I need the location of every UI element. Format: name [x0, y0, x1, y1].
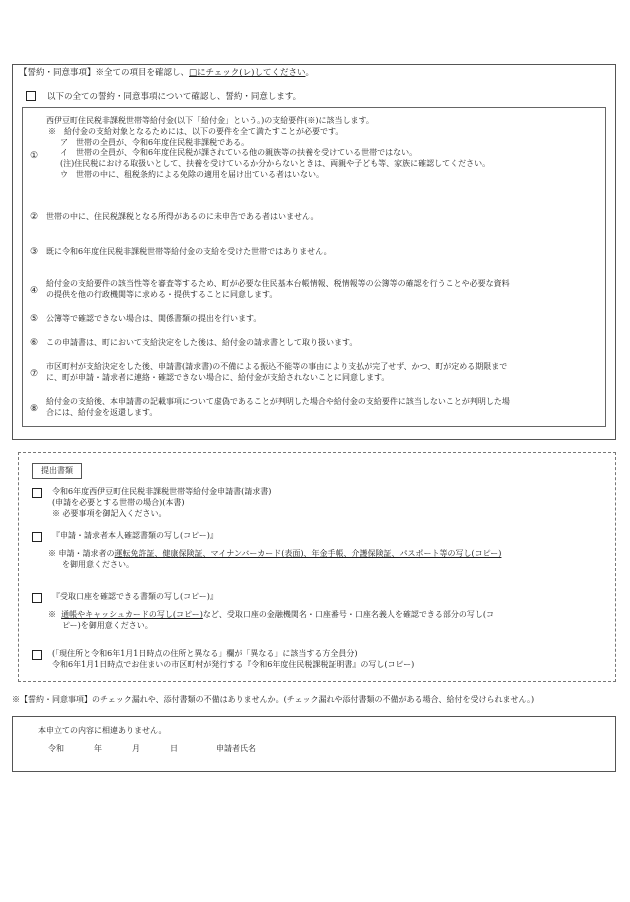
- consent-item-8: 給付金の支給後、本申請書の記載事項について虚偽であることが判明した場合や給付金の支給要件に該当しないことが判明した場 合には、給付金を返還します。: [46, 397, 510, 417]
- doc2-title: 『申請・請求者本人確認書類の写し(コピー)』: [52, 531, 218, 540]
- doc2-checkbox[interactable]: [32, 532, 42, 546]
- consent-instruction-underlined: □にチェック(レ)してください: [189, 68, 306, 78]
- item-number: ⑧: [30, 404, 39, 414]
- item-number: ⑦: [30, 369, 39, 379]
- item-number: ④: [30, 286, 39, 296]
- consent-title: 【誓約・同意事項】: [19, 68, 96, 78]
- doc3-note: ※ 通帳やキャッシュカードの写し(コピー)など、受取口座の金融機関名・口座番号・口座名義人を確認できる部分の写し(コ ピー)を御用意ください。: [48, 610, 494, 630]
- declaration-section: [12, 716, 616, 772]
- consent-item-5: 公簿等で確認できない場合は、関係書類の提出を行います。: [46, 314, 262, 323]
- consent-all-label: 以下の全ての誓約・同意事項について確認し、誓約・同意します。: [47, 92, 302, 102]
- date-year: 年: [94, 744, 102, 753]
- consent-instruction: ※全ての項目を確認し、: [95, 68, 190, 78]
- doc4-checkbox[interactable]: [32, 650, 42, 664]
- item-number: ②: [30, 212, 39, 222]
- date-day: 日: [170, 744, 178, 753]
- doc2-note: ※ 申請・請求者の運転免許証、健康保険証、マイナンバーカード(表面)、年金手帳、介護保険証、パスポート等の写し(コピー) を御用意ください。: [48, 549, 502, 569]
- date-month: 月: [132, 744, 140, 753]
- item-number: ③: [30, 247, 39, 257]
- declaration-text: 本申立ての内容に相違ありません。: [38, 726, 167, 735]
- doc1-text: 令和6年度西伊豆町住民税非課税世帯等給付金申請書(請求書) (申請を必要とする世帯の場合)(本書) ※ 必要事項を御記入ください。: [52, 487, 272, 518]
- item-number: ⑥: [30, 338, 39, 348]
- item-number: ⑤: [30, 314, 39, 324]
- consent-item-3: 既に令和6年度住民税非課税世帯等給付金の支給を受けた世帯ではありません。: [46, 247, 332, 256]
- date-era: 令和: [48, 744, 64, 753]
- doc1-checkbox[interactable]: [32, 488, 42, 502]
- consent-item-4: 給付金の支給要件の該当性等を審査等するため、町が必要な住民基本台帳情報、税情報等の公簿等の確認を行うことや必要な資料 の提供を他の行政機関等に求める・提供することに同意します。: [46, 279, 510, 299]
- consent-item-2: 世帯の中に、住民税課税となる所得があるのに未申告である者はいません。: [46, 212, 319, 221]
- consent-header: 【誓約・同意事項】※全ての項目を確認し、□にチェック(レ)してください。: [19, 68, 314, 78]
- doc4-text: (「現住所と令和6年1月1日時点の住所と異なる」欄が「異なる」に該当する方全員分) 令和6年1月1日時点でお住まいの市区町村が発行する『令和6年度住民税課税証明書』の写し(コピー): [52, 649, 415, 669]
- consent-all-checkbox[interactable]: [26, 91, 36, 105]
- applicant-name-label: 申請者氏名: [216, 744, 256, 753]
- consent-item-6: この申請書は、町において支給決定をした後は、給付金の請求書として取り扱います。: [46, 338, 358, 347]
- doc3-checkbox[interactable]: [32, 593, 42, 607]
- consent-item-1: 西伊豆町住民税非課税世帯等給付金(以下「給付金」という。)の支給要件(※)に該当します。 ※ 給付金の支給対象となるためには、以下の要件を全て満たすことが必要です。 ア 世帯の全員が、令和6年度住民税非課税である。 イ 世帯の全員が、令和6年度住民税が課されている他の親族等の扶養を受けている世帯ではない。 (注)住民税における取扱いとして、扶養を受けているか分からないときは、両親や子ども等、家族に確認してください。 ウ 世帯の中に、租税条約による免除の適用を届け出ている者はいない。: [46, 116, 491, 179]
- doc3-title: 『受取口座を確認できる書類の写し(コピー)』: [52, 592, 218, 601]
- documents-label: 提出書類: [32, 463, 82, 479]
- item-number: ①: [30, 151, 39, 161]
- consent-item-7: 市区町村が支給決定をした後、申請書(請求書)の不備による振込不能等の事由により支払が完了せず、かつ、町が定める期限まで に、町が申請・請求者に連絡・確認できない場合に、給付金が支給されないことに同意します。: [46, 362, 508, 382]
- footer-note: ※【誓約・同意事項】のチェック漏れや、添付書類の不備はありませんか。(チェック漏れや添付書類の不備がある場合、給付を受けられません。): [12, 695, 535, 704]
